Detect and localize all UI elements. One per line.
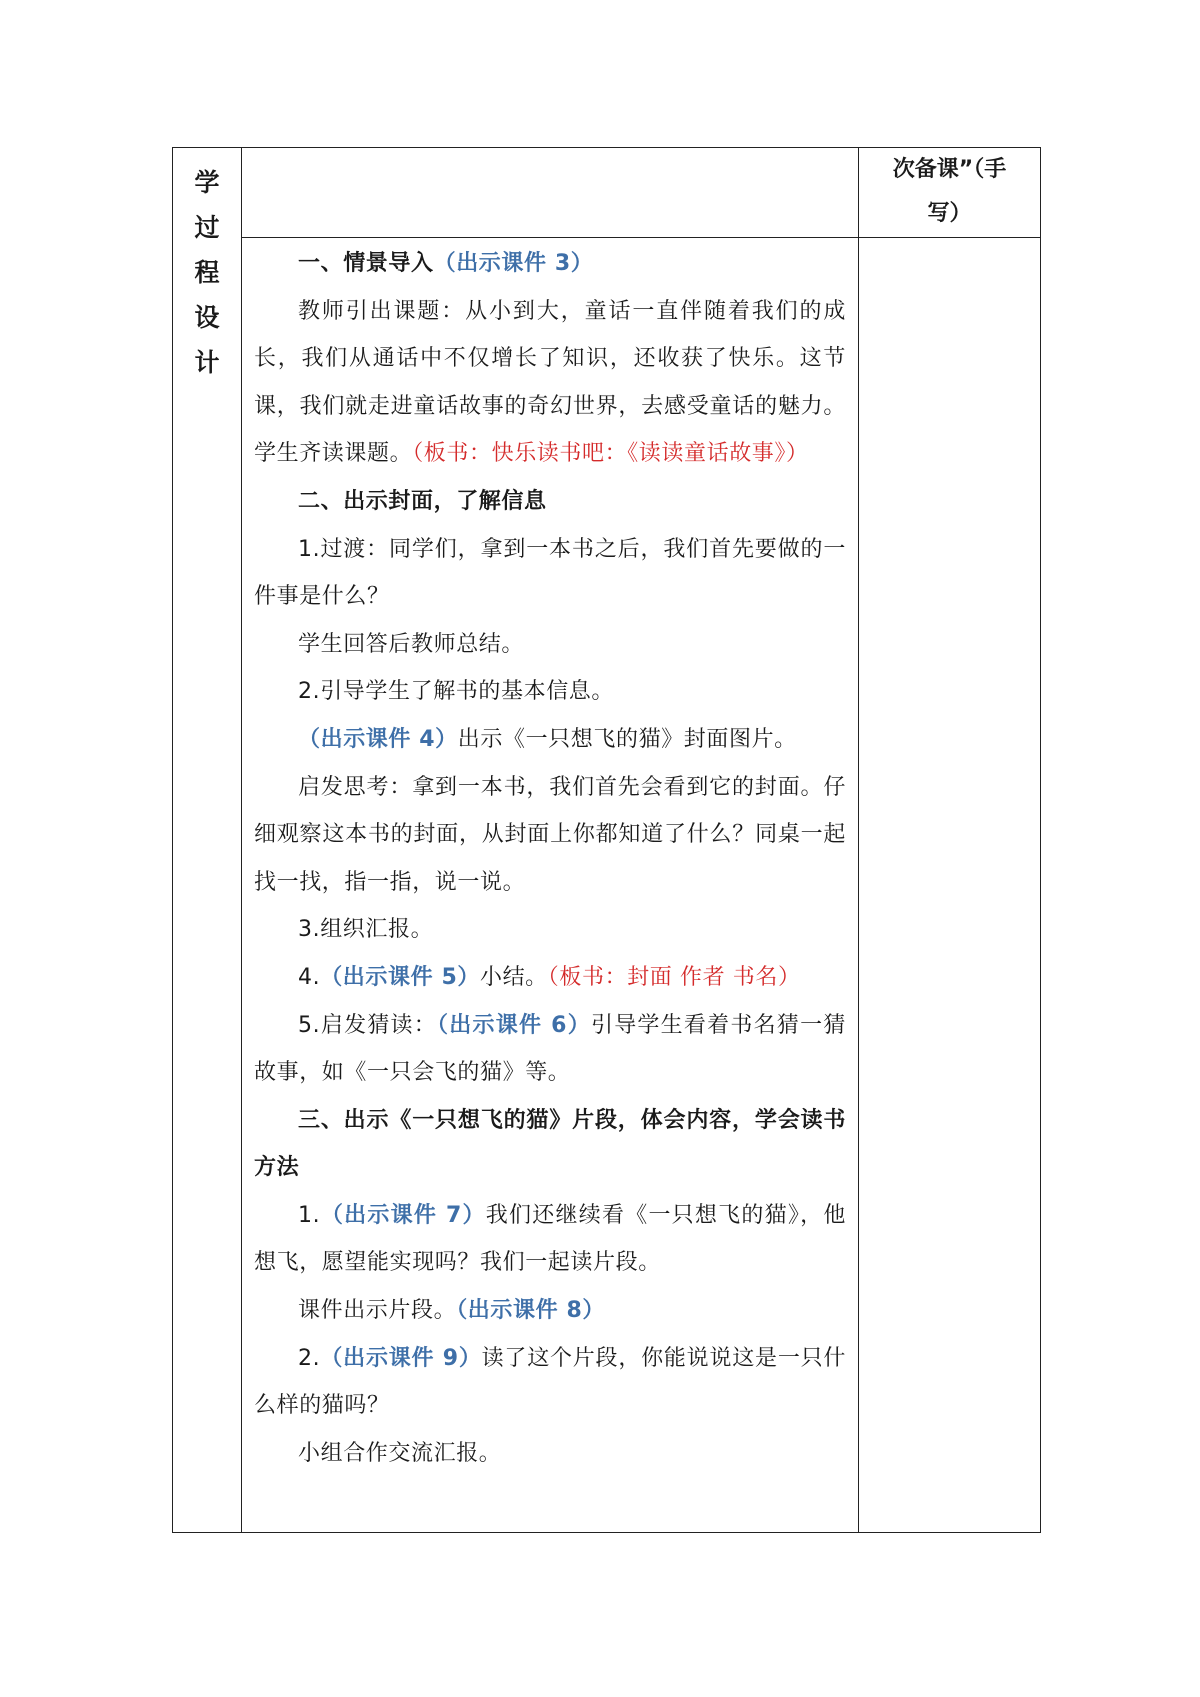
header-text-line: 写） [927,201,972,226]
paragraph: 1.过渡：同学们，拿到一本书之后，我们首先要做的一件事是什么？ [254,536,846,610]
lesson-plan-table [172,147,1041,1533]
second-preparation-header-cell [859,148,1041,238]
paragraph: 小组合作交流汇报。 [298,1440,502,1466]
second-preparation-notes-cell [859,238,1041,1533]
section-heading: 一、情景导入（出示课件 3） [298,251,594,276]
header-middle-cell [242,148,859,238]
header-text-line: 次备课”（手 [892,157,1007,182]
paragraph: 3.组织汇报。 [298,917,434,943]
paragraph: 教师引出课题：从小到大，童话一直伴随着我们的成长，我们从通话中不仅增长了知识，还收获了快乐。这节课，我们就走进童话故事的奇幻世界，去感受童话的魅力。学生齐读课题。（板书：快乐读书吧：《读读童话故事》） [254,298,846,467]
label-char: 过 [194,213,220,242]
label-char: 程 [194,258,220,287]
section-heading: 三、出示《一只想飞的猫》片段，体会内容，学会读书方法 [254,1107,846,1181]
paragraph: （出示课件 4）出示《一只想飞的猫》封面图片。 [298,726,797,752]
paragraph: 2.引导学生了解书的基本信息。 [298,679,614,705]
paragraph: 2.（出示课件 9）读了这个片段，你能说说这是一只什么样的猫吗？ [254,1345,846,1419]
paragraph: 学生回答后教师总结。 [298,631,525,657]
board-note: （板书：快乐读书吧：《读读童话故事》） [412,441,809,467]
lesson-content-cell [242,238,859,1533]
label-char: 设 [194,303,220,332]
paragraph: 1.（出示课件 7）我们还继续看《一只想飞的猫》，他想飞，愿望能实现吗？我们一起读片段。 [254,1202,846,1276]
board-note: （板书：封面 作者 书名） [547,964,801,990]
paragraph: 5.启发猜读：（出示课件 6）引导学生看着书名猜一猜故事，如《一只会飞的猫》等。 [254,1012,846,1086]
section-label-cell [173,148,242,1533]
paragraph: 课件出示片段。（出示课件 8） [298,1298,605,1324]
label-char: 计 [194,348,220,377]
paragraph: 启发思考：拿到一本书，我们首先会看到它的封面。仔细观察这本书的封面，从封面上你都知道了什么？同桌一起找一找，指一指，说一说。 [254,774,846,895]
label-char: 学 [194,168,220,197]
section-heading: 二、出示封面，了解信息 [298,488,547,514]
paragraph: 4.（出示课件 5）小结。（板书：封面 作者 书名） [298,964,801,990]
